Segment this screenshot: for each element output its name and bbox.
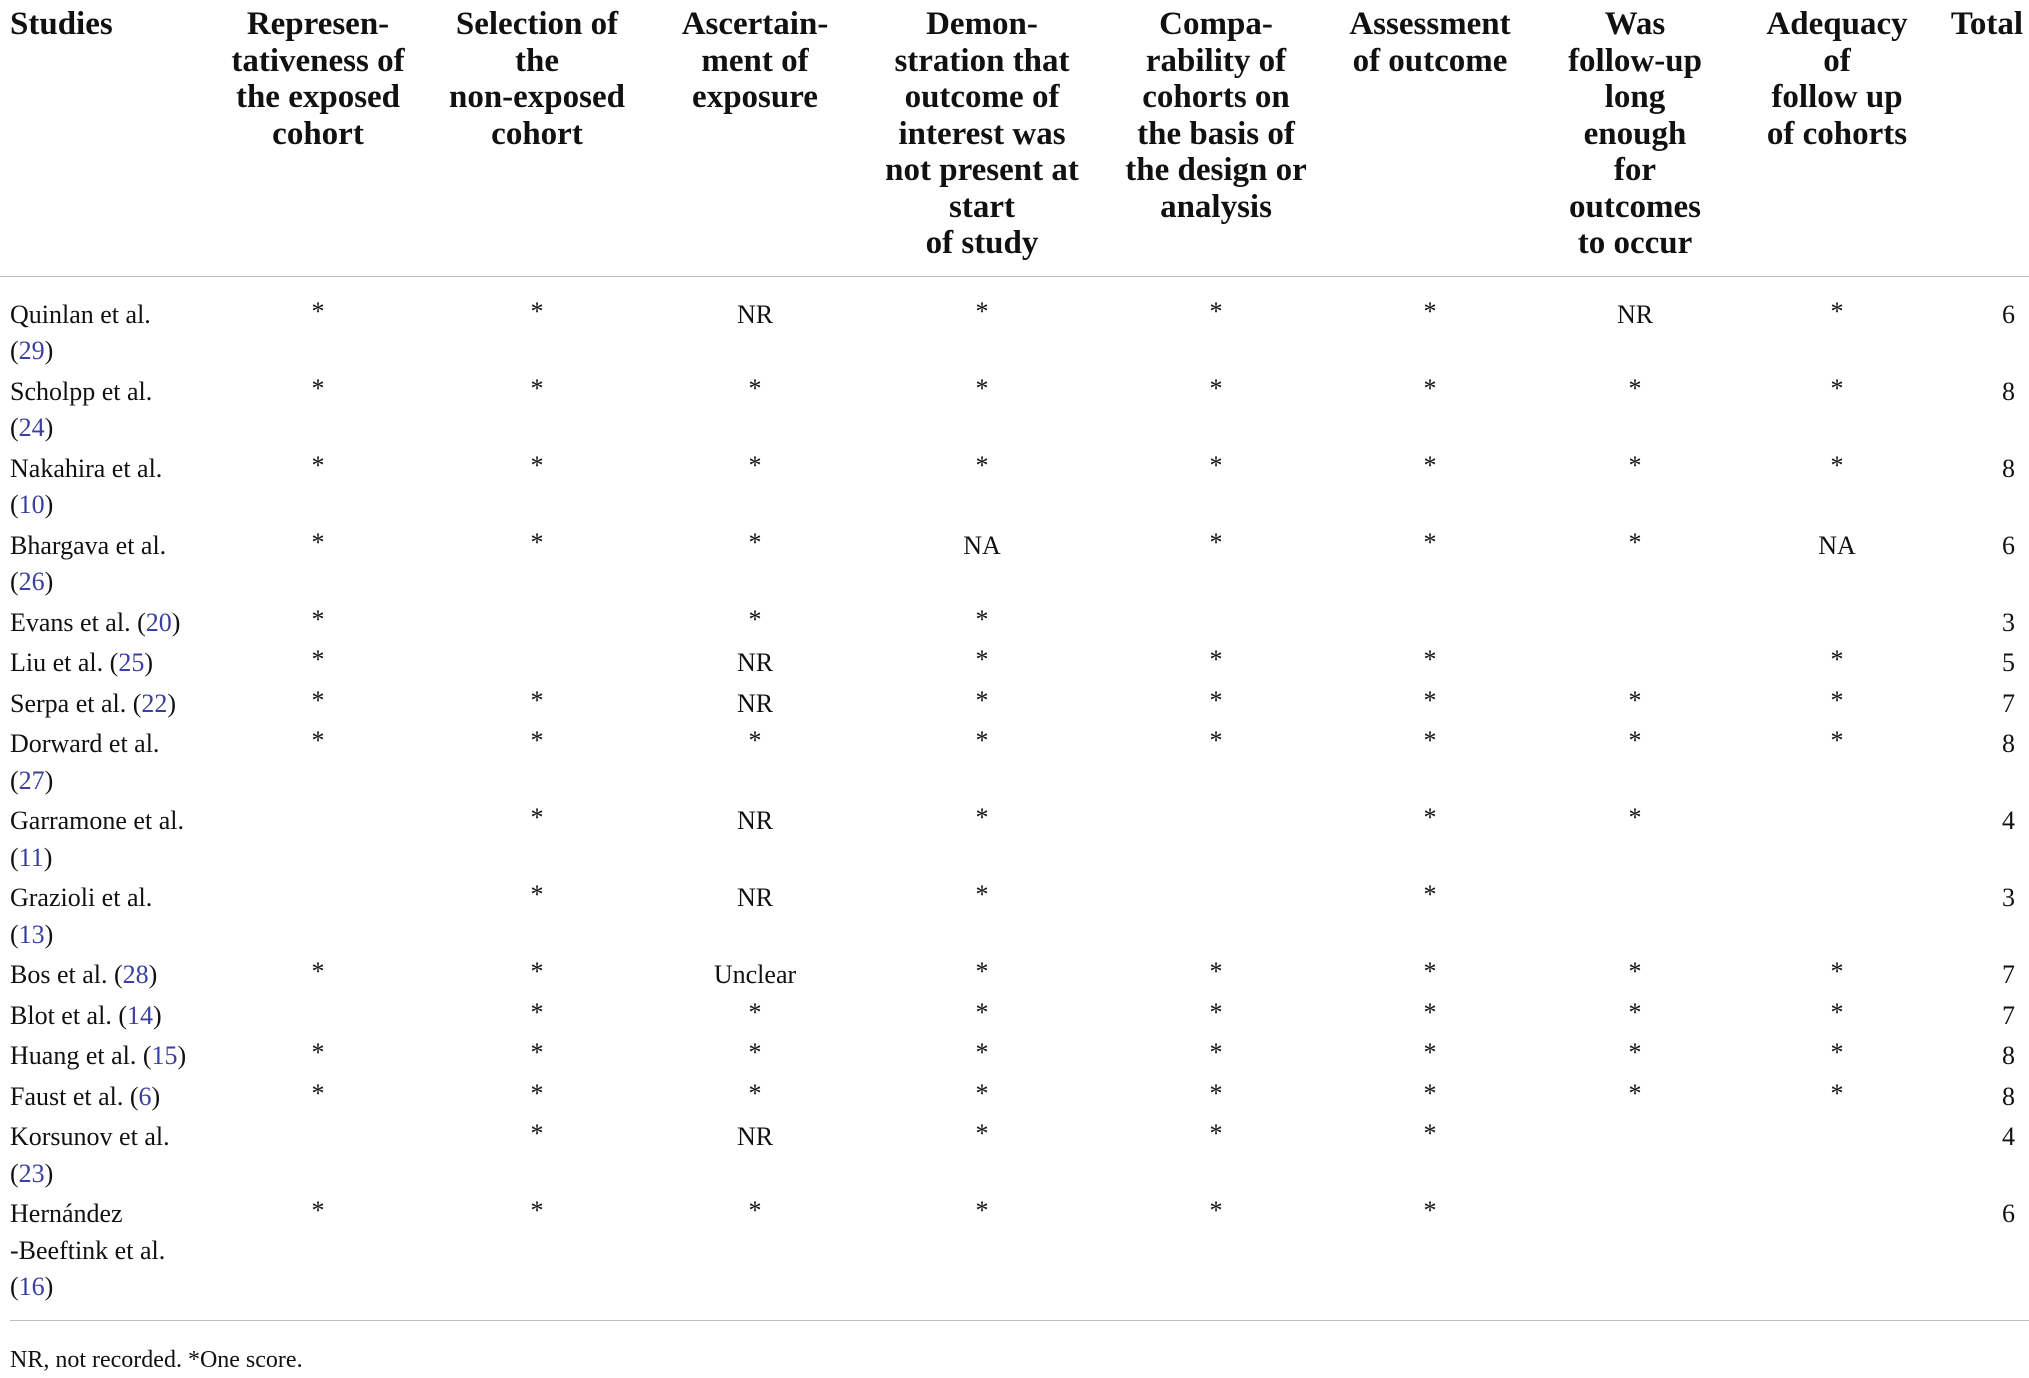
study-name: Korsunov et al. [10, 1122, 170, 1151]
score-star-cell: * [1830, 1038, 1844, 1067]
reference-link[interactable]: 27 [18, 765, 45, 795]
score-star-cell: * [1423, 527, 1437, 557]
score-star-cell: * [748, 1078, 762, 1108]
score-star-cell: * [311, 726, 325, 755]
score-star-cell: * [975, 997, 989, 1027]
score-star-cell: * [1628, 997, 1642, 1027]
score-star-cell: * [748, 450, 762, 480]
score-star-cell: * [1423, 1078, 1437, 1108]
score-star-cell: * [975, 957, 989, 986]
score-star-cell: * [311, 1196, 325, 1225]
score-star-cell: * [311, 1078, 325, 1108]
score-cell [1332, 605, 1528, 646]
score-star-cell: * [530, 1119, 544, 1148]
study-cell: Faust et al. (6) [10, 1081, 161, 1111]
study-cell: Serpa et al. (22) [10, 688, 177, 718]
score-cell: NR [1616, 299, 1654, 329]
score-star-cell: * [975, 296, 989, 326]
score-star-cell: * [530, 880, 544, 909]
study-name: Scholpp et al. [10, 376, 153, 406]
score-star-cell: * [1209, 527, 1223, 557]
total-cell: 8 [2002, 1041, 2015, 1070]
score-star-cell: * [530, 1196, 544, 1225]
table-row [0, 605, 2029, 646]
score-star-cell: * [311, 296, 325, 326]
study-name: Bos et al. [10, 960, 108, 989]
score-star-cell: * [1830, 645, 1844, 674]
score-star-cell: * [1209, 685, 1223, 715]
study-cell: Grazioli et al. (13) [10, 883, 153, 949]
reference-link[interactable]: 20 [145, 607, 172, 637]
score-star-cell: * [530, 1078, 544, 1108]
study-cell: Bhargava et al. (26) [10, 530, 167, 596]
score-cell [1528, 645, 1742, 686]
score-star-cell: * [311, 604, 325, 634]
study-name: Blot et al. [10, 1000, 112, 1030]
reference-link[interactable]: 23 [18, 1158, 45, 1188]
score-cell [1742, 803, 1932, 880]
score-star-cell: * [1209, 726, 1223, 755]
score-cell: NA [1818, 530, 1856, 560]
score-star-cell: * [530, 1038, 544, 1067]
study-name: -Beeftink et al. [10, 1235, 166, 1265]
score-star-cell: * [975, 450, 989, 480]
score-star-cell: * [975, 604, 989, 634]
score-star-cell: * [1209, 1119, 1223, 1148]
score-star-cell: * [311, 1038, 325, 1067]
study-name: Serpa et al. [10, 688, 127, 718]
study-name: Nakahira et al. [10, 453, 163, 483]
score-star-cell: * [975, 1196, 989, 1225]
study-cell: Garramone et al. (11) [10, 806, 184, 872]
total-cell: 6 [2002, 299, 2015, 329]
score-cell: NR [736, 648, 774, 677]
score-cell [1528, 1119, 1742, 1196]
score-star-cell: * [1423, 685, 1437, 715]
score-star-cell: * [1423, 803, 1437, 832]
score-star-cell: * [1830, 450, 1844, 480]
study-name: Dorward et al. [10, 729, 160, 758]
score-star-cell: * [748, 1196, 762, 1225]
column-header: Compa- rability of cohorts on the basis of the design or analysis [1125, 6, 1307, 225]
reference-link[interactable]: 26 [18, 567, 45, 596]
score-star-cell: * [1628, 957, 1642, 986]
reference-link[interactable]: 11 [18, 842, 44, 872]
score-star-cell: * [1423, 373, 1437, 403]
score-star-cell: * [748, 1038, 762, 1067]
score-star-cell: * [1830, 726, 1844, 755]
total-cell: 6 [2002, 1199, 2015, 1228]
score-star-cell: * [530, 997, 544, 1027]
column-header: Adequacy of follow up of cohorts [1766, 6, 1908, 152]
score-star-cell: * [1423, 645, 1437, 674]
score-star-cell: * [1628, 726, 1642, 755]
study-cell: Nakahira et al. (10) [10, 453, 163, 519]
score-star-cell: * [1423, 296, 1437, 326]
table-footnote: NR, not recorded. *One score. [10, 1347, 303, 1373]
column-header: Demon- stration that outcome of interest was not present at start of study [885, 6, 1079, 261]
study-name: Garramone et al. [10, 806, 184, 835]
reference-link[interactable]: 16 [18, 1272, 45, 1301]
score-star-cell: * [1209, 997, 1223, 1027]
header-row [0, 0, 2029, 276]
score-star-cell: * [530, 803, 544, 832]
score-cell [1742, 605, 1932, 646]
score-cell: NR [736, 1122, 774, 1151]
score-star-cell: * [975, 645, 989, 674]
study-cell: Hernández -Beeftink et al. (16) [10, 1199, 166, 1301]
score-star-cell: * [311, 685, 325, 715]
score-star-cell: * [530, 685, 544, 715]
score-star-cell: * [975, 1078, 989, 1108]
reference-link[interactable]: 25 [118, 648, 145, 677]
score-cell [208, 880, 428, 957]
total-cell: 6 [2002, 530, 2015, 560]
score-star-cell: * [1209, 1078, 1223, 1108]
table-row [0, 1079, 2029, 1120]
score-star-cell: * [1830, 1078, 1844, 1108]
total-cell: 5 [2002, 648, 2015, 677]
score-cell [1528, 1196, 1742, 1320]
total-cell: 4 [2002, 806, 2015, 835]
reference-link[interactable]: 15 [151, 1041, 178, 1070]
total-cell: 8 [2002, 1081, 2015, 1111]
reference-link[interactable]: 14 [127, 1000, 153, 1030]
score-star-cell: * [1830, 957, 1844, 986]
score-cell: NR [736, 806, 774, 835]
study-name: Hernández [10, 1199, 123, 1228]
score-star-cell: * [311, 450, 325, 480]
score-star-cell: * [311, 373, 325, 403]
score-star-cell: * [1423, 450, 1437, 480]
total-cell: 7 [2002, 960, 2015, 989]
score-star-cell: * [748, 997, 762, 1027]
table-row [0, 374, 2029, 451]
score-cell [208, 1119, 428, 1196]
study-name: Grazioli et al. [10, 883, 153, 912]
score-star-cell: * [975, 803, 989, 832]
total-cell: 7 [2002, 688, 2015, 718]
study-name: Quinlan et al. [10, 299, 151, 329]
total-cell: 7 [2002, 1000, 2015, 1030]
study-name: Faust et al. [10, 1081, 124, 1111]
score-star-cell: * [530, 373, 544, 403]
score-star-cell: * [1628, 1038, 1642, 1067]
study-cell: Scholpp et al. (24) [10, 376, 153, 442]
score-star-cell: * [311, 957, 325, 986]
score-star-cell: * [748, 373, 762, 403]
table-row [0, 1038, 2029, 1079]
score-cell: NA [963, 530, 1001, 560]
score-cell [428, 605, 646, 646]
score-star-cell: * [1209, 645, 1223, 674]
study-cell: Liu et al. (25) [10, 648, 153, 677]
table-row [0, 686, 2029, 727]
score-star-cell: * [1830, 296, 1844, 326]
column-header: Studies [10, 6, 113, 42]
score-star-cell: * [1830, 997, 1844, 1027]
score-star-cell: * [1209, 957, 1223, 986]
score-star-cell: * [1628, 803, 1642, 832]
total-cell: 8 [2002, 453, 2015, 483]
score-star-cell: * [975, 1119, 989, 1148]
score-cell [1742, 1119, 1932, 1196]
total-cell: 3 [2002, 607, 2015, 637]
score-cell: NR [736, 688, 774, 718]
score-star-cell: * [975, 726, 989, 755]
score-star-cell: * [1209, 450, 1223, 480]
column-header: Was follow-up long enough for outcomes to occur [1568, 6, 1702, 261]
reference-link[interactable]: 22 [141, 688, 168, 718]
table-bottom-rule [10, 1320, 2029, 1321]
score-star-cell: * [530, 450, 544, 480]
score-cell [1528, 880, 1742, 957]
score-star-cell: * [530, 726, 544, 755]
study-cell: Quinlan et al. (29) [10, 299, 151, 365]
score-cell [1100, 803, 1332, 880]
score-cell [1742, 880, 1932, 957]
table-header [0, 0, 2029, 276]
score-star-cell: * [530, 296, 544, 326]
table-row [0, 528, 2029, 605]
score-cell: NR [736, 299, 774, 329]
study-cell: Korsunov et al. (23) [10, 1122, 170, 1188]
score-star-cell: * [975, 685, 989, 715]
table-row [0, 1119, 2029, 1196]
score-star-cell: * [975, 880, 989, 909]
reference-link[interactable]: 29 [18, 336, 45, 365]
study-name: Bhargava et al. [10, 530, 167, 560]
study-cell: Huang et al. (15) [10, 1041, 187, 1070]
score-star-cell: * [1423, 997, 1437, 1027]
score-star-cell: * [1830, 373, 1844, 403]
total-cell: 8 [2002, 376, 2015, 406]
total-cell: 4 [2002, 1122, 2015, 1151]
study-cell: Dorward et al. (27) [10, 729, 160, 795]
score-star-cell: * [1628, 527, 1642, 557]
table-row [0, 726, 2029, 803]
study-name: Liu et al. [10, 648, 104, 677]
total-cell: 8 [2002, 729, 2015, 758]
study-name: Huang et al. [10, 1041, 137, 1070]
score-cell [1528, 605, 1742, 646]
reference-link[interactable]: 28 [122, 960, 149, 989]
table-body [0, 276, 2029, 1320]
score-cell [1100, 880, 1332, 957]
reference-link[interactable]: 10 [18, 490, 45, 519]
score-cell [208, 998, 428, 1039]
score-star-cell: * [311, 527, 325, 557]
reference-link[interactable]: 13 [18, 919, 45, 949]
table-row [0, 1196, 2029, 1320]
study-cell: Blot et al. (14) [10, 1000, 162, 1030]
score-star-cell: * [975, 1038, 989, 1067]
column-header: Total [1950, 6, 2023, 42]
score-star-cell: * [975, 373, 989, 403]
score-cell [1742, 1196, 1932, 1320]
score-star-cell: * [748, 604, 762, 634]
score-star-cell: * [1830, 685, 1844, 715]
study-cell: Evans et al. (20) [10, 607, 181, 637]
study-name: Evans et al. [10, 607, 131, 637]
score-star-cell: * [1628, 685, 1642, 715]
total-cell: 3 [2002, 883, 2015, 912]
table-row [0, 998, 2029, 1039]
table-row [0, 276, 2029, 374]
score-star-cell: * [530, 527, 544, 557]
score-cell [428, 645, 646, 686]
score-star-cell: * [1423, 1119, 1437, 1148]
score-star-cell: * [1209, 373, 1223, 403]
score-star-cell: * [1423, 726, 1437, 755]
score-cell [208, 803, 428, 880]
score-cell [1100, 605, 1332, 646]
score-star-cell: * [1628, 1078, 1642, 1108]
score-star-cell: * [530, 957, 544, 986]
score-cell: Unclear [713, 960, 797, 989]
score-star-cell: * [1209, 296, 1223, 326]
column-header: Represen- tativeness of the exposed cohort [231, 6, 405, 152]
score-star-cell: * [1423, 880, 1437, 909]
table-row [0, 957, 2029, 998]
score-cell: NR [736, 883, 774, 912]
reference-link[interactable]: 6 [138, 1081, 152, 1111]
table-row [0, 451, 2029, 528]
score-star-cell: * [311, 645, 325, 674]
score-star-cell: * [1628, 373, 1642, 403]
table-row [0, 880, 2029, 957]
score-star-cell: * [1628, 450, 1642, 480]
study-cell: Bos et al. (28) [10, 960, 158, 989]
score-star-cell: * [1209, 1038, 1223, 1067]
column-header: Selection of the non-exposed cohort [448, 6, 626, 152]
column-header: Assessment of outcome [1349, 6, 1511, 79]
table-row [0, 803, 2029, 880]
reference-link[interactable]: 24 [18, 413, 45, 442]
score-star-cell: * [1423, 957, 1437, 986]
score-star-cell: * [1209, 1196, 1223, 1225]
score-star-cell: * [748, 726, 762, 755]
score-star-cell: * [748, 527, 762, 557]
column-header: Ascertain- ment of exposure [681, 6, 829, 115]
score-star-cell: * [1423, 1196, 1437, 1225]
table-row [0, 645, 2029, 686]
score-star-cell: * [1423, 1038, 1437, 1067]
